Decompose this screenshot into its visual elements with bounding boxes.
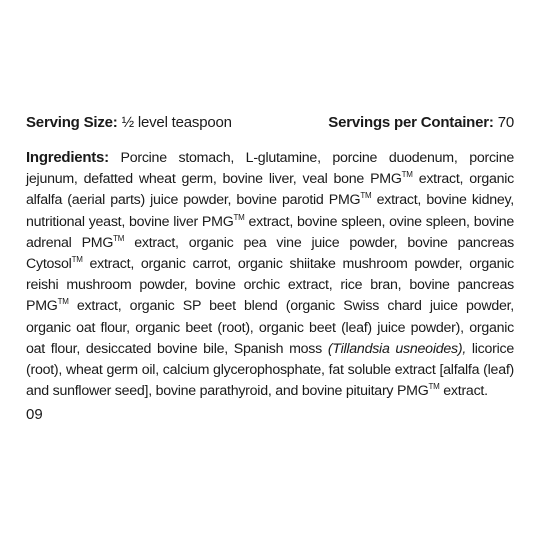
trademark-symbol: TM xyxy=(401,170,413,180)
servings-per-container-label: Servings per Container: xyxy=(328,114,494,131)
ingredients-text-segment: extract, bovine spleen, ovine spleen, bovine adrenal PMG xyxy=(26,213,514,251)
ingredients-text-segment: extract, organic SP beet blend (organic Swiss chard juice powder, organic oat flour, organic beet (root), organic beet (leaf) juice powder), organic oat flour, desiccated bovine bile, Spanish moss xyxy=(26,298,514,357)
trademark-symbol: TM xyxy=(360,191,372,201)
trademark-symbol: TM xyxy=(71,255,83,265)
servings-per-container-value: 70 xyxy=(497,114,514,131)
serving-size-value: ½ level teaspoon xyxy=(121,114,232,131)
serving-size xyxy=(26,114,232,132)
ingredients-label: Ingredients: xyxy=(26,149,109,166)
species-name-italic: (Tillandsia usneoides), xyxy=(327,340,467,357)
lot-code: 09 xyxy=(26,406,43,423)
ingredients-text-segment: licorice (root), wheat germ oil, calcium glycerophosphate, fat soluble extract [alfalfa (leaf) and sunflower seed], bovine parathyroid, and bovine pituitary PMG xyxy=(26,340,514,400)
trademark-symbol: TM xyxy=(233,212,245,222)
ingredients-text-segment: extract, bovine kidney, nutritional yeast, bovine liver PMG xyxy=(26,192,514,230)
serving-info-row xyxy=(26,114,514,132)
ingredients-paragraph xyxy=(26,147,514,402)
trademark-symbol: TM xyxy=(113,233,125,243)
servings-per-container xyxy=(328,114,514,132)
ingredients-text-segment: extract, organic pea vine juice powder, bovine pancreas Cytosol xyxy=(26,234,514,273)
trademark-symbol: TM xyxy=(428,382,440,392)
ingredients-text-segment: Porcine stomach, L-glutamine, porcine duodenum, porcine jejunum, defatted wheat germ, bovine liver, veal bone PMG xyxy=(26,150,514,188)
serving-size-label: Serving Size: xyxy=(26,114,118,131)
ingredients-text-segment: extract, organic carrot, organic shiitake mushroom powder, organic reishi mushroom powder, bovine orchic extract, rice bran, bovine pancreas PMG xyxy=(26,256,514,315)
ingredients-text-segment: extract, organic alfalfa (aerial parts) juice powder, bovine parotid PMG xyxy=(26,171,514,209)
ingredients-text-segment: extract. xyxy=(439,383,488,400)
trademark-symbol: TM xyxy=(57,297,69,307)
